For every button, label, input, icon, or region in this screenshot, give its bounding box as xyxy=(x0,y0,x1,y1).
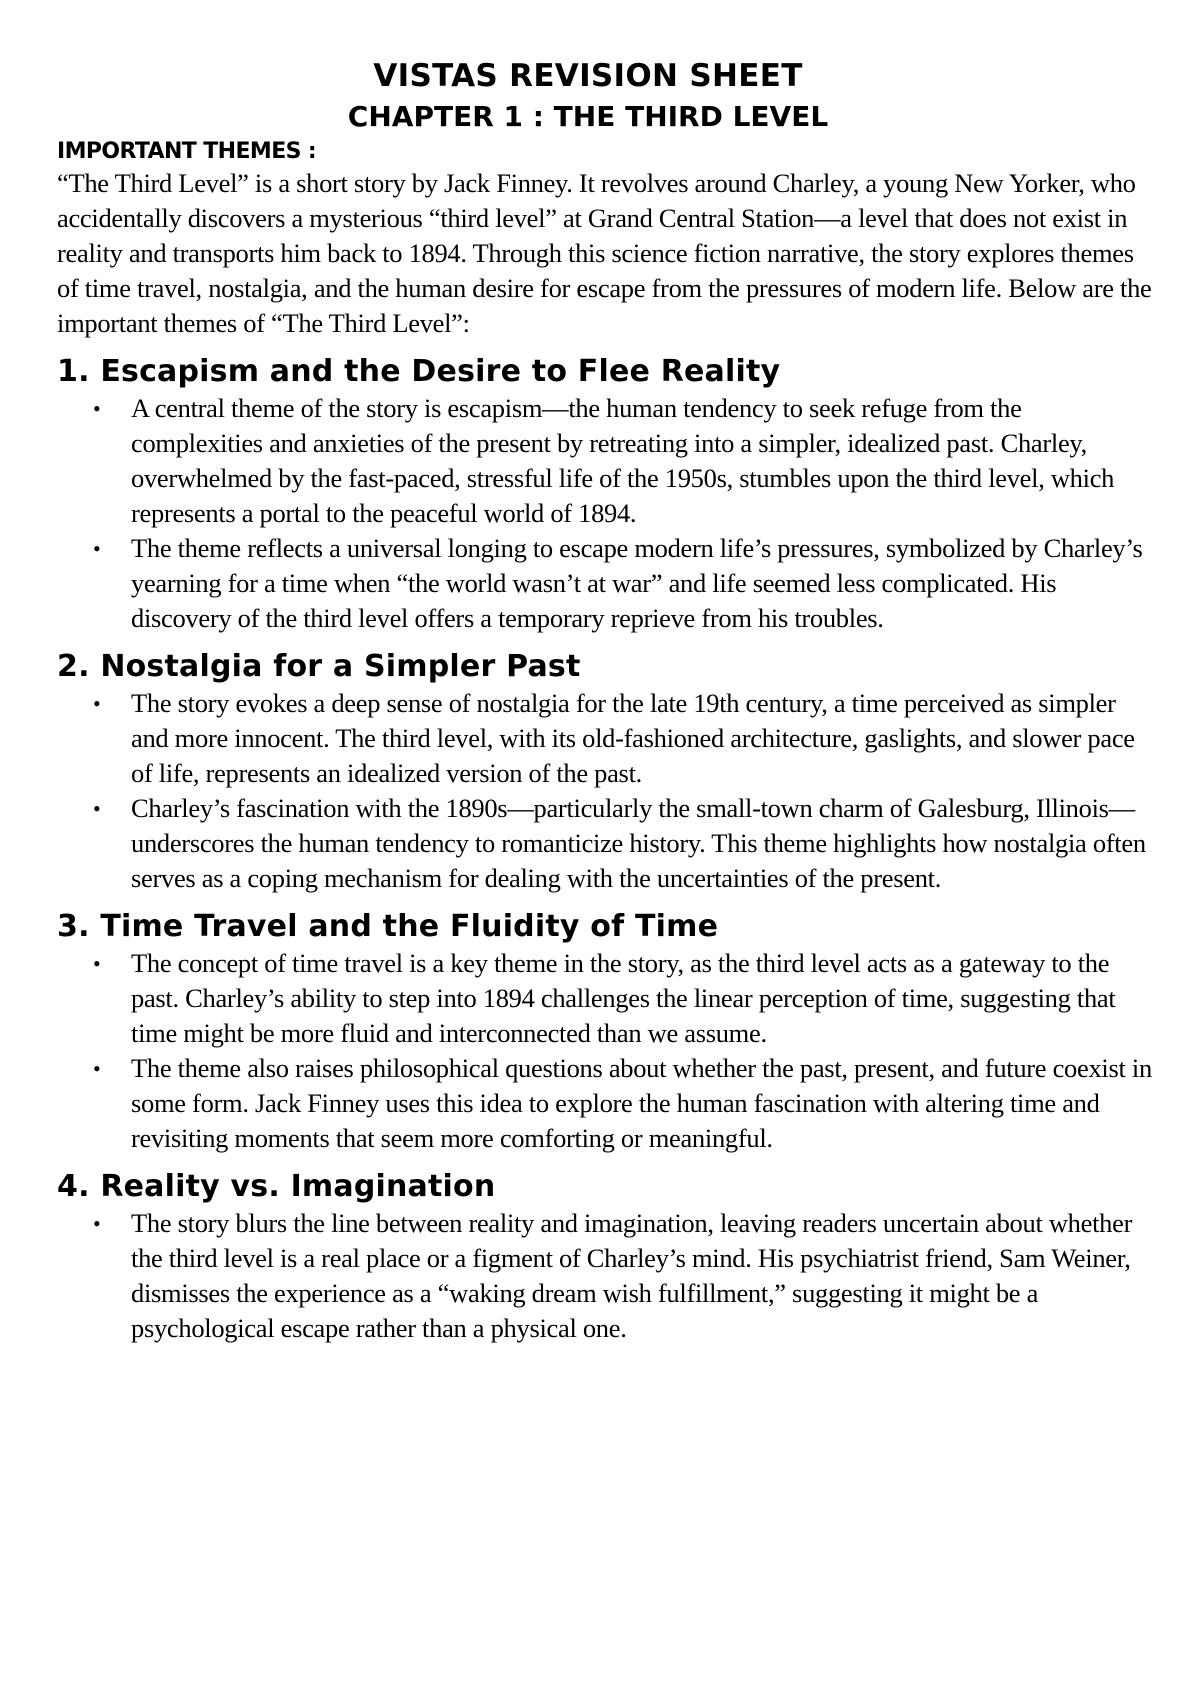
section-escapism xyxy=(57,353,1157,636)
list-item-text: Charley’s fascination with the 1890s—particularly the small-town charm of Galesburg, Illinois—underscores the human tendency to romanticize history. This theme highlights how nostalgia often serves as a coping mechanism for dealing with the uncertainties of the present. xyxy=(131,793,1146,893)
document-page xyxy=(57,56,1157,1346)
bullet-list xyxy=(57,391,1157,636)
bullet-icon: • xyxy=(93,796,101,821)
document-title: VISTAS REVISION SHEET xyxy=(373,58,803,94)
bullet-icon: • xyxy=(93,691,101,716)
list-item xyxy=(93,946,1157,1051)
list-item xyxy=(93,686,1157,791)
section-nostalgia xyxy=(57,648,1157,896)
list-item xyxy=(93,1206,1157,1346)
bullet-icon: • xyxy=(93,1211,101,1236)
section-time-travel xyxy=(57,908,1157,1156)
bullet-icon: • xyxy=(93,1056,101,1081)
chapter-title: CHAPTER 1 : THE THIRD LEVEL xyxy=(347,100,829,133)
themes-label: IMPORTANT THEMES : xyxy=(57,139,317,164)
section-heading: 2. Nostalgia for a Simpler Past xyxy=(57,649,581,684)
bullet-list xyxy=(57,946,1157,1156)
section-heading: 1. Escapism and the Desire to Flee Reality xyxy=(57,354,781,389)
list-item-text: The concept of time travel is a key theme in the story, as the third level acts as a gateway to the past. Charley’s ability to step into 1894 challenges the linear perception of time, suggesting that time might be more fluid and interconnected than we assume. xyxy=(131,948,1116,1048)
list-item xyxy=(93,391,1157,531)
bullet-icon: • xyxy=(93,951,101,976)
bullet-list xyxy=(57,1206,1157,1346)
list-item-text: The theme also raises philosophical questions about whether the past, present, and future coexist in some form. Jack Finney uses this idea to explore the human fascination with altering time and revisiting moments that seem more comforting or meaningful. xyxy=(131,1053,1152,1153)
section-heading: 3. Time Travel and the Fluidity of Time xyxy=(57,909,719,944)
list-item xyxy=(93,791,1157,896)
list-item-text: The story evokes a deep sense of nostalgia for the late 19th century, a time perceived as simpler and more innocent. The third level, with its old-fashioned architecture, gaslights, and slower pace of life, represents an idealized version of the past. xyxy=(131,688,1135,788)
bullet-list xyxy=(57,686,1157,896)
list-item-text: The theme reflects a universal longing to escape modern life’s pressures, symbolized by Charley’s yearning for a time when “the world wasn’t at war” and life seemed less complicated. His discovery of the third level offers a temporary reprieve from his troubles. xyxy=(131,533,1143,633)
section-heading: 4. Reality vs. Imagination xyxy=(57,1169,496,1204)
list-item-text: The story blurs the line between reality and imagination, leaving readers uncertain about whether the third level is a real place or a figment of Charley’s mind. His psychiatrist friend, Sam Weiner, dismisses the experience as a “waking dream wish fulfillment,” suggesting it might be a psychological escape rather than a physical one. xyxy=(131,1208,1133,1343)
section-reality-imagination xyxy=(57,1168,1157,1346)
bullet-icon: • xyxy=(93,536,101,561)
list-item-text: A central theme of the story is escapism—the human tendency to seek refuge from the complexities and anxieties of the present by retreating into a simpler, idealized past. Charley, overwhelmed by the fast-paced, stressful life of the 1950s, stumbles upon the third level, which represents a portal to the peaceful world of 1894. xyxy=(131,393,1115,528)
list-item xyxy=(93,1051,1157,1156)
bullet-icon: • xyxy=(93,396,101,421)
list-item xyxy=(93,531,1157,636)
intro-paragraph: “The Third Level” is a short story by Jack Finney. It revolves around Charley, a young New Yorker, who accidentally discovers a mysterious “third level” at Grand Central Station—a level that does not exist in reality and transports him back to 1894. Through this science fiction narrative, the story explores themes of time travel, nostalgia, and the human desire for escape from the pressures of modern life. Below are the important themes of “The Third Level”: xyxy=(57,168,1152,338)
